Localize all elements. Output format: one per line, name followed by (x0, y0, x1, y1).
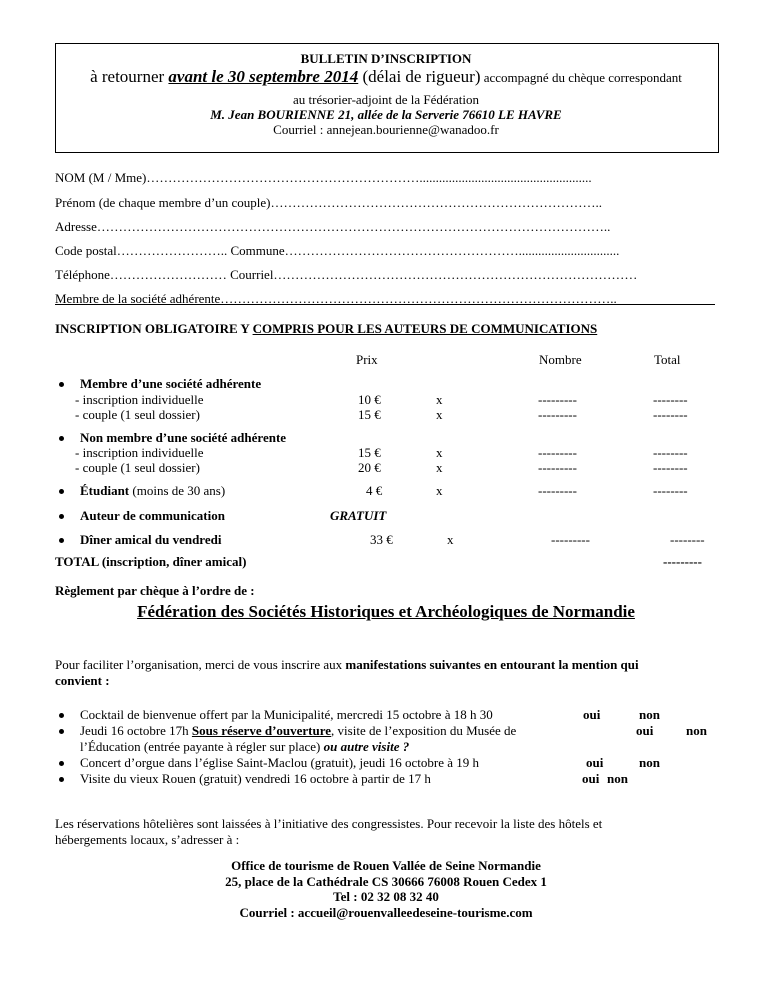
nombre-field[interactable]: --------- (538, 445, 577, 460)
deadline-date: avant le 30 septembre 2014 (168, 67, 359, 86)
row-nonmembre-couple: - couple (1 seul dossier) (75, 460, 200, 475)
field-telephone-courriel[interactable]: Téléphone……………………… Courriel………………………………………………………………………… (55, 267, 638, 282)
manif-cocktail: Cocktail de bienvenue offert par la Municipalité, mercredi 15 octobre à 18 h 30 (80, 707, 493, 722)
office-email: Courriel : accueil@rouenvalleedeseine-tourisme.com (239, 905, 533, 920)
inscription-heading: INSCRIPTION OBLIGATOIRE Y COMPRIS POUR LES AUTEURS DE COMMUNICATIONS (55, 321, 598, 336)
price-membre-couple: 15 € (358, 407, 381, 422)
federation-name: Fédération des Sociétés Historiques et Archéologiques de Normandie (137, 602, 635, 621)
total-field[interactable]: -------- (653, 483, 688, 498)
section-divider (55, 304, 715, 305)
manif-jeudi-visite: Jeudi 16 octobre 17h Sous réserve d’ouverture, visite de l’exposition du Musée de (80, 723, 517, 738)
times-sign: x (436, 460, 443, 475)
times-sign: x (436, 483, 443, 498)
office-address: 25, place de la Cathédrale CS 30666 76008 Rouen Cedex 1 (225, 874, 547, 889)
manif-intro-line2: convient : (55, 673, 110, 688)
treasurer-address: M. Jean BOURIENNE 21, allée de la Serverie 76610 LE HAVRE (210, 107, 562, 122)
bullet-icon (59, 713, 64, 718)
price-nonmembre-individuelle: 15 € (358, 445, 381, 460)
times-sign: x (436, 407, 443, 422)
times-sign: x (447, 532, 454, 547)
nombre-field[interactable]: --------- (538, 460, 577, 475)
field-prenom[interactable]: Prénom (de chaque membre d’un couple)………………………………………………………………….. (55, 195, 603, 210)
hotels-line2: hébergements locaux, s’adresser à : (55, 832, 240, 847)
office-phone: Tel : 02 32 08 32 40 (333, 889, 439, 904)
bullet-icon (59, 777, 64, 782)
row-diner: Dîner amical du vendredi (80, 532, 222, 547)
field-nom[interactable]: NOM (M / Mme)………………………………………………………..................................................... (55, 170, 592, 185)
bullet-icon (59, 514, 64, 519)
office-name: Office de tourisme de Rouen Vallée de Seine Normandie (231, 858, 541, 873)
nombre-field[interactable]: --------- (538, 407, 577, 422)
times-sign: x (436, 445, 443, 460)
row-nonmembre-individuelle: - inscription individuelle (75, 445, 204, 460)
row-membre-title: Membre d’une société adhérente (80, 376, 262, 391)
manif-visite-rouen: Visite du vieux Rouen (gratuit) vendredi 16 octobre à partir de 17 h (80, 771, 431, 786)
deadline-line: à retourner avant le 30 septembre 2014 (délai de rigueur) accompagné du chèque correspondant (90, 67, 682, 86)
row-nonmembre-title: Non membre d’une société adhérente (80, 430, 287, 445)
cocktail-oui-option[interactable]: oui (583, 707, 601, 722)
treasurer-line: au trésorier-adjoint de la Fédération (293, 92, 479, 107)
times-sign: x (436, 392, 443, 407)
row-membre-individuelle: - inscription individuelle (75, 392, 204, 407)
grand-total-field[interactable]: --------- (663, 554, 702, 569)
form-title: BULLETIN D’INSCRIPTION (300, 51, 472, 66)
col-header-nombre: Nombre (539, 352, 582, 367)
manif-jeudi-visite-line2: l’Éducation (entrée payante à régler sur place) ou autre visite ? (80, 739, 410, 754)
bullet-icon (59, 489, 64, 494)
total-field[interactable]: -------- (653, 407, 688, 422)
total-field[interactable]: -------- (653, 392, 688, 407)
cocktail-non-option[interactable]: non (639, 707, 660, 722)
col-header-prix: Prix (356, 352, 378, 367)
visite-oui-option[interactable]: oui (636, 723, 654, 738)
bullet-icon (59, 382, 64, 387)
reglement-label: Règlement par chèque à l’ordre de : (55, 583, 255, 598)
price-nonmembre-couple: 20 € (358, 460, 381, 475)
nombre-field[interactable]: --------- (551, 532, 590, 547)
field-membre-societe[interactable]: Membre de la société adhérente……………………………………………………………………………….. (55, 291, 617, 306)
total-field[interactable]: -------- (670, 532, 705, 547)
nombre-field[interactable]: --------- (538, 483, 577, 498)
total-field[interactable]: -------- (653, 460, 688, 475)
rouen-non-option[interactable]: non (607, 771, 628, 786)
total-field[interactable]: -------- (653, 445, 688, 460)
row-etudiant: Étudiant (moins de 30 ans) (80, 483, 226, 498)
bullet-icon (59, 761, 64, 766)
row-membre-couple: - couple (1 seul dossier) (75, 407, 200, 422)
concert-oui-option[interactable]: oui (586, 755, 604, 770)
concert-non-option[interactable]: non (639, 755, 660, 770)
field-code-postal-commune[interactable]: Code postal…………………….. Commune………………………………………………............................... (55, 243, 620, 258)
price-gratuit: GRATUIT (330, 508, 387, 523)
price-membre-individuelle: 10 € (358, 392, 381, 407)
nombre-field[interactable]: --------- (538, 392, 577, 407)
visite-non-option[interactable]: non (686, 723, 707, 738)
hotels-line1: Les réservations hôtelières sont laissées à l’initiative des congressistes. Pour recevoir la liste des hôtels et (55, 816, 603, 831)
bullet-icon (59, 436, 64, 441)
bullet-icon (59, 729, 64, 734)
row-auteur: Auteur de communication (80, 508, 225, 523)
treasurer-email: Courriel : annejean.bourienne@wanadoo.fr (273, 122, 499, 137)
price-diner: 33 € (370, 532, 393, 547)
price-etudiant: 4 € (366, 483, 383, 498)
total-label: TOTAL (inscription, dîner amical) (55, 554, 247, 569)
manif-intro-line1: Pour faciliter l’organisation, merci de vous inscrire aux manifestations suivantes en entourant la mention qui (55, 657, 639, 672)
manif-concert: Concert d’orgue dans l’église Saint-Maclou (gratuit), jeudi 16 octobre à 19 h (80, 755, 480, 770)
field-adresse[interactable]: Adresse……………………………………………………………………………………………………….. (55, 219, 611, 234)
col-header-total: Total (654, 352, 681, 367)
rouen-oui-option[interactable]: oui (582, 771, 600, 786)
bullet-icon (59, 538, 64, 543)
